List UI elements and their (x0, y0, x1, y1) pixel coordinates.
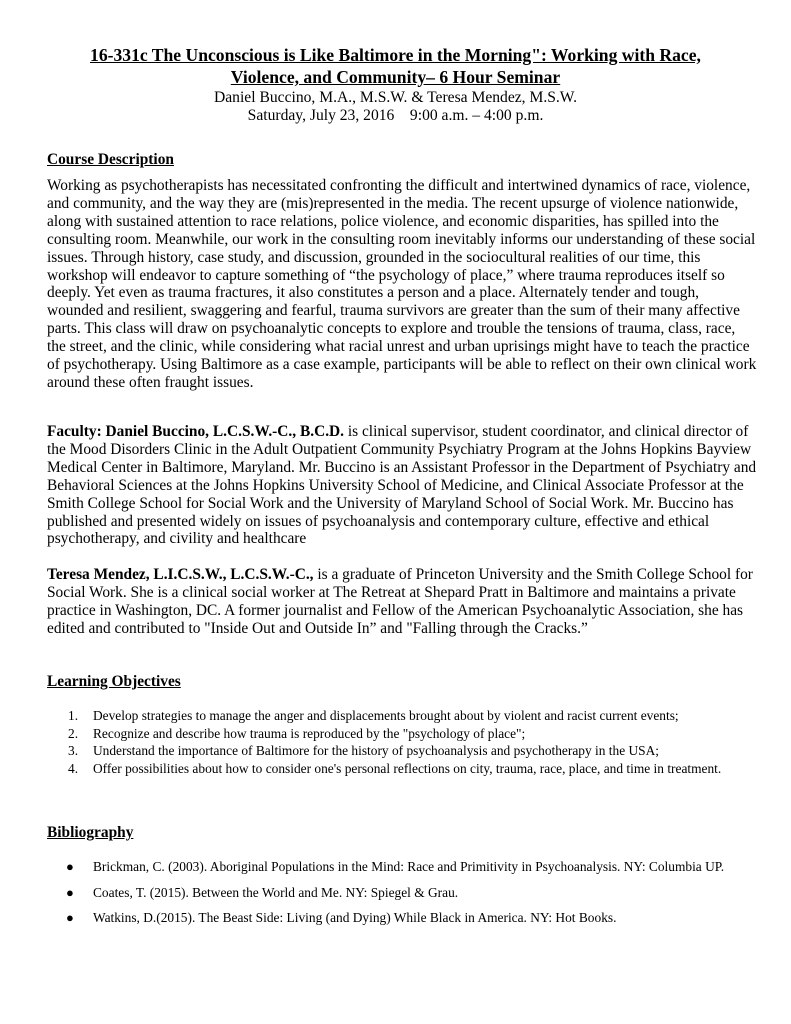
objective-text: Offer possibilities about how to consider one's personal reflections on city, trauma, race, place, and time in treatment. (93, 760, 722, 776)
bibliography-item (47, 885, 747, 901)
date-time-line: Saturday, July 23, 2016 9:00 a.m. – 4:00 p.m. (247, 107, 544, 124)
objective-text: Understand the importance of Baltimore for the history of psychoanalysis and psychotherapy in the USA; (93, 743, 659, 758)
bibliography-item (47, 859, 747, 875)
objective-item (47, 708, 747, 724)
faculty-mendez-paragraph (47, 566, 757, 638)
faculty-mendez-name: Teresa Mendez, L.I.C.S.W., L.C.S.W.-C., (47, 566, 314, 583)
objective-item (47, 726, 747, 742)
bullet-icon: ● (66, 910, 74, 925)
bibliography-entry: Coates, T. (2015). Between the World and Me. NY: Spiegel & Grau. (93, 884, 459, 900)
learning-objectives-heading: Learning Objectives (47, 673, 181, 690)
title-line-2: Violence, and Community– 6 Hour Seminar (230, 67, 561, 87)
objective-number: 1. (68, 708, 79, 723)
bibliography-heading: Bibliography (47, 824, 134, 841)
objective-number: 2. (68, 725, 79, 741)
faculty-buccino-name: Faculty: Daniel Buccino, L.C.S.W.-C., B.C.D. (47, 423, 344, 440)
faculty-buccino-paragraph (47, 423, 757, 548)
course-description-body: Working as psychotherapists has necessitated confronting the difficult and intertwined dynamics of race, violence, and community, and the way they are (mis)represented in the media. The recent upsurge of violence nationwide, along with sustained attention to race relations, police violence, and economic disparities, has spilled into the consulting room. Meanwhile, our work in the consulting room inevitably informs our understanding of these social issues. Through history, case study, and discussion, grounded in the sociocultural realities of our time, this workshop will endeavor to capture something of “the psychology of place,” where trauma reproduces itself so deeply. Yet even as trauma fractures, it also constitutes a person and a place. Alternately tender and tough, wounded and resilient, swaggering and fearful, trauma survivors are greater than the sum of their many affective parts. This class will draw on psychoanalytic concepts to explore and trouble the tensions of trauma, class, race, the street, and the clinic, while considering what racial unrest and urban uprisings might have to teach the practice of psychotherapy. Using Baltimore as a case example, participants will be able to reflect on their own clinical work around these often fraught issues. (47, 177, 757, 391)
presenters-line: Daniel Buccino, M.A., M.S.W. & Teresa Mendez, M.S.W. (213, 89, 577, 106)
objective-number: 4. (68, 760, 79, 776)
faculty-buccino-bio: is clinical supervisor, student coordinator, and clinical director of the Mood Disorders Clinic in the Adult Outpatient Community Psychiatry Program at the Johns Hopkins Bayview Medical Center in Baltimore, Maryland. Mr. Buccino is an Assistant Professor in the Department of Psychiatry and Behavioral Sciences at the Johns Hopkins University School of Medicine, and Clinical Associate Professor at the Smith College School for Social Work and the University of Maryland School of Social Work. Mr. Buccino has published and presented widely on issues of psychoanalysis and contemporary culture, effective and ethical psychotherapy, and civility and healthcare (47, 423, 757, 548)
title-line-1: 16-331c The Unconscious is Like Baltimore in the Morning": Working with Race, (90, 45, 701, 65)
objective-item (47, 761, 747, 777)
seminar-title (40, 44, 751, 88)
objective-item (47, 743, 747, 759)
bullet-icon: ● (66, 884, 74, 900)
objective-text: Develop strategies to manage the anger and displacements brought about by violent and racist current events; (93, 708, 679, 723)
course-description-heading: Course Description (47, 151, 174, 168)
bibliography-item (47, 910, 747, 926)
bibliography-entry: Brickman, C. (2003). Aboriginal Populations in the Mind: Race and Primitivity in Psychoanalysis. NY: Columbia UP. (93, 859, 725, 874)
objective-text: Recognize and describe how trauma is reproduced by the "psychology of place"; (93, 725, 526, 741)
faculty-mendez-bio: is a graduate of Princeton University and the Smith College School for Social Work. She is a clinical social worker at The Retreat at Shepard Pratt in Baltimore and maintains a private practice in Washington, DC. A former journalist and Fellow of the American Psychoanalytic Association, she has edited and contributed to "Inside Out and Outside In” and "Falling through the Cracks.” (47, 566, 753, 637)
bullet-icon: ● (66, 859, 74, 874)
bibliography-list (47, 859, 747, 926)
objective-number: 3. (68, 743, 79, 758)
learning-objectives-list (47, 708, 747, 778)
bibliography-entry: Watkins, D.(2015). The Beast Side: Living (and Dying) While Black in America. NY: Hot Books. (93, 910, 617, 925)
